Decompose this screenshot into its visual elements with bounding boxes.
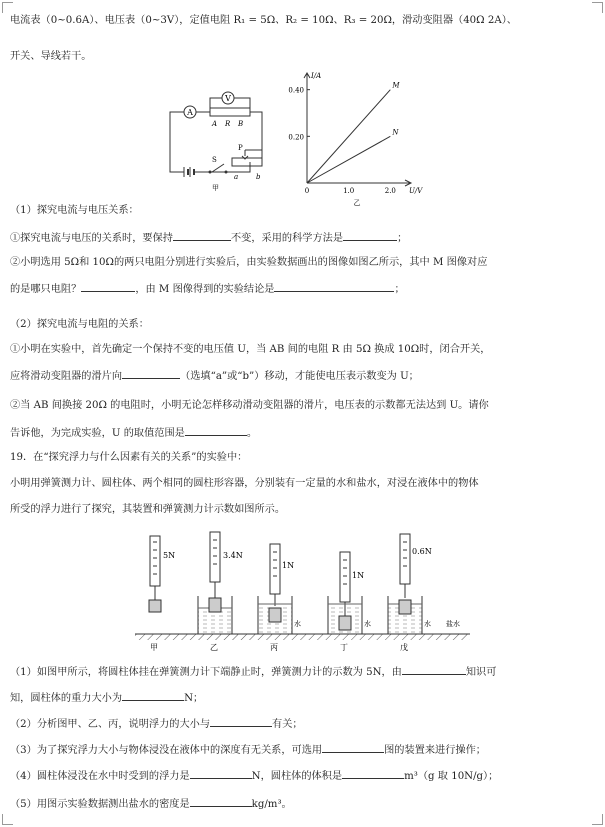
label-b: B [238,120,244,128]
liquid-label: 水 [294,620,301,628]
figure-caption: 丁 [340,643,348,652]
question-heading: 19．在“探究浮力与什么因素有关的关系”的实验中： [10,452,248,463]
y-tick-label: 0.20 [288,133,304,142]
text: N； [184,693,204,704]
text: 小明用弹簧测力计、圆柱体、两个相同的圆柱形容器，分别装有一定量的水和盐水，对浸在液体中的物体 [10,478,479,489]
chart-caption: 乙 [353,199,361,207]
text: 电流表（0~0.6A）、电压表（0~3V），定值电阻 R₁ = 5Ω、R₂ = 10Ω、R₃ = 20Ω，滑动变阻器（40Ω 2A）、 [10,15,517,26]
slider-label: P [238,144,243,152]
label-r: R [225,120,231,128]
answer-blank[interactable] [122,368,180,379]
figure-caption: 丙 [270,643,278,652]
answer-blank[interactable] [190,796,252,807]
text: （5）用图示实验数据测出盐水的密度是 [10,799,190,810]
answer-blank[interactable] [185,425,247,436]
x-tick-label: 2.0 [384,187,396,195]
reading-label: 1N [352,571,365,580]
text: 所受的浮力进行了探究，其装置和弹簧测力计示数如图所示。 [10,504,286,515]
reading-label: 0.6N [412,547,432,556]
liquid-label: 盐水 [446,620,460,628]
text: 不变，采用的科学方法是 [231,233,344,244]
crop-mark [592,2,603,13]
text: 告诉他，为完成实验，U 的取值范围是 [10,428,185,439]
text: 知，圆柱体的重力大小为 [10,693,123,704]
text-line [10,14,517,28]
figure-caption: 戊 [400,643,408,652]
switch-label: S [212,156,217,164]
x-axis-label: U/V [409,187,423,195]
reading-label: 1N [282,561,295,570]
text: ，由 M 图像得到的实验结论是 [135,284,275,295]
circuit-diagram [150,84,290,194]
label-a: A [212,120,218,128]
series-line-N [307,136,390,183]
text: ； [394,284,405,295]
end-a-label: a [234,173,239,181]
figure-caption: 甲 [212,184,219,192]
buoyancy-figure [130,530,475,655]
answer-blank[interactable] [342,768,404,779]
text: N，圆柱体的体积是 [251,771,343,782]
crop-mark [2,2,13,13]
reading-label: 5N [163,551,176,560]
end-b-label: b [256,173,261,181]
answer-blank[interactable] [210,716,272,727]
text: （2）分析图甲、乙、丙，说明浮力的大小与 [10,719,211,730]
text: （选填“a”或“b”）移动，才能使电压表示数变为 U； [180,371,419,382]
liquid-label: 水 [364,620,371,628]
text: ①小明在实验中，首先确定一个保持不变的电压值 U，当 AB 间的电阻 R 由 5Ω 换成 10Ω时，闭合开关， [10,344,491,355]
ammeter-label: A [187,108,193,117]
answer-blank[interactable] [173,230,231,241]
text: m³（g 取 10N/g）； [404,771,499,782]
text: 应将滑动变阻器的滑片向 [10,371,123,382]
figure-caption: 甲 [150,643,158,652]
series-label: N [392,128,399,137]
answer-blank[interactable] [190,768,252,779]
text-line [10,50,92,64]
text: （1）探究电流与电压关系： [10,205,139,216]
series-label: M [392,81,400,90]
answer-blank[interactable] [81,281,135,292]
answer-blank[interactable] [343,230,397,241]
liquid-label: 水 [424,620,431,628]
text: 有关； [272,719,303,730]
x-tick-label: 1.0 [343,187,355,195]
voltmeter-label: V [225,94,231,103]
reading-label: 3.4N [223,551,243,560]
figure-caption: 乙 [210,643,218,652]
text: ②当 AB 间换接 20Ω 的电阻时，小明无论怎样移动滑动变阻器的滑片，电压表的示数都无法达到 U。请你 [10,400,489,411]
series-line-M [307,90,390,183]
answer-blank[interactable] [402,664,466,675]
text: ； [397,233,408,244]
iu-chart [282,68,423,207]
text: （1）如图甲所示，将圆柱体挂在弹簧测力计下端静止时，弹簧测力计的示数为 5N，由 [10,667,402,678]
y-tick-label: 0.40 [288,86,304,95]
text: 知识可 [465,667,497,678]
text: 的是哪只电阻？ [10,284,82,295]
answer-blank[interactable] [274,281,394,292]
text: （2）探究电流与电阻的关系： [10,319,149,330]
text: ①探究电流与电压的关系时，要保持 [10,233,173,244]
text: 图的装置来进行操作； [384,745,486,756]
text: 开关、导线若干。 [10,51,92,62]
answer-blank[interactable] [322,742,384,753]
text: （4）圆柱体浸没在水中时受到的浮力是 [10,771,190,782]
text: ②小明选用 5Ω和 10Ω的两只电阻分别进行实验后，由实验数据画出的图像如图乙所示，其中 M 图像对应 [10,257,488,268]
text: 。 [246,428,258,439]
text: kg/m³。 [251,799,292,810]
text: （3）为了探究浮力大小与物体浸没在液体中的深度有无关系，可选用 [10,745,323,756]
crop-mark [592,814,603,825]
y-axis-label: I/A [311,72,322,80]
x-tick-label: 0 [304,187,310,195]
crop-mark [2,814,13,825]
answer-blank[interactable] [122,690,184,701]
